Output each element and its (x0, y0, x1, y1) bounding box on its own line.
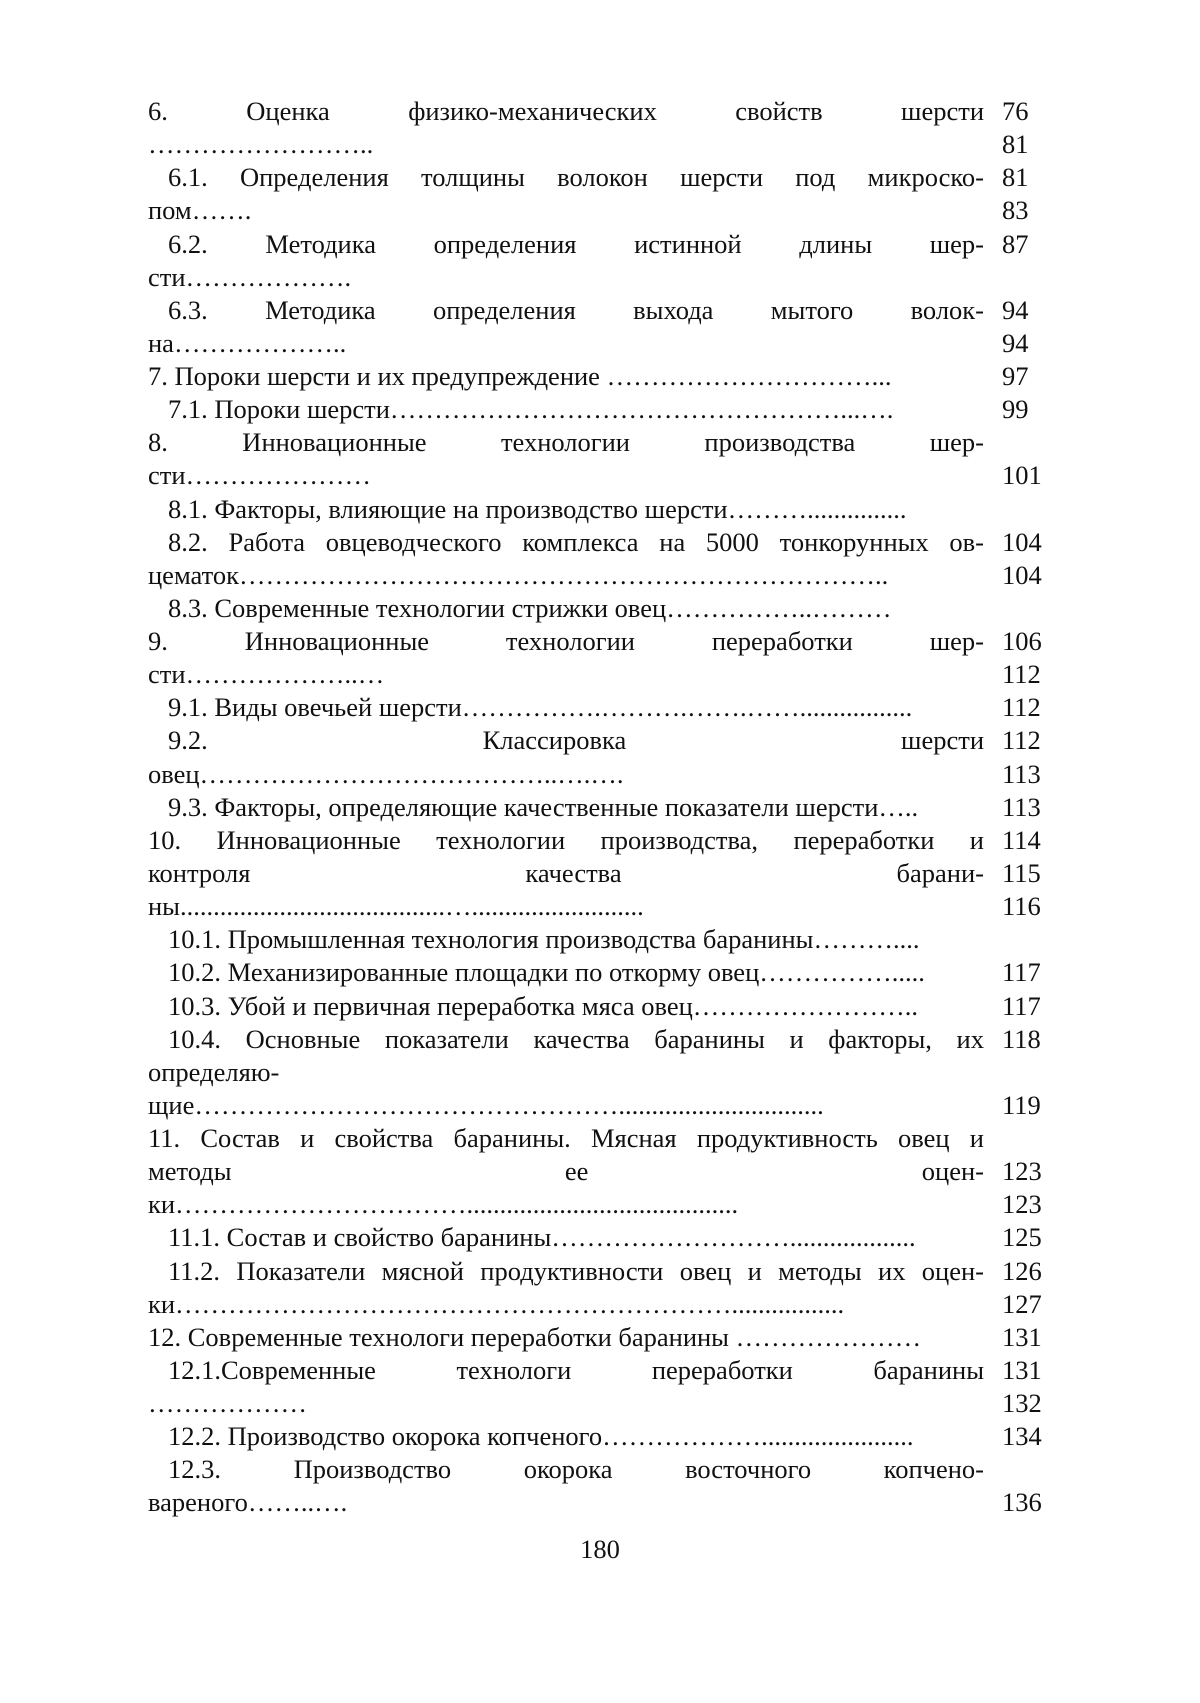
toc-line: сти………………… (148, 460, 372, 491)
toc-page-number: 134 (1002, 1421, 1042, 1452)
toc-page-number: 136 (1002, 1487, 1042, 1518)
toc-line: пом……. (148, 195, 252, 226)
toc-page-number: 116 (1002, 891, 1041, 922)
toc-page-number: 94 (1002, 327, 1029, 358)
toc-page-number: 113 (1002, 791, 1041, 822)
toc-page-number: 117 (1002, 990, 1041, 1021)
toc-page-number: 87 (1002, 228, 1029, 259)
toc-page-number (1002, 493, 1062, 526)
toc-line: щие…………………………………………............................... (148, 1089, 824, 1120)
toc-line: 12.2. Производство окорока копченого………………....................... (168, 1421, 914, 1452)
toc-page-number: 101 (1002, 460, 1042, 491)
toc-page-number: 81 (1002, 162, 1029, 193)
toc-page-number: 125 (1002, 1222, 1042, 1253)
toc-line: 8.1. Факторы, влияющие на производство шерсти………............... (168, 493, 907, 524)
toc-line: цематок……………………………………………………………….. (148, 559, 889, 590)
toc-page-number: 76 (1002, 96, 1029, 126)
toc-page-number: 131 (1002, 1354, 1042, 1385)
toc-line: ки……………………………......................................... (148, 1189, 739, 1220)
toc-line: ны........................................….......................... (148, 891, 644, 922)
toc-line: 7. Пороки шерсти и их предупреждение …………………………... (148, 361, 892, 392)
toc-page-number: 117 (1002, 957, 1041, 988)
toc-page-number: 126 (1002, 1255, 1042, 1286)
toc-page-number: 127 (1002, 1288, 1042, 1319)
toc-line: 9.3. Факторы, определяющие качественные показатели шерсти….. (168, 791, 919, 822)
toc-line: 12. Современные технологи переработки баранины ………………… (148, 1321, 922, 1352)
toc-page-number: 115 (1002, 857, 1041, 888)
toc-line: 11.1. Состав и свойство баранины………………………................... (168, 1222, 916, 1253)
toc-line: 10.4. Основные показатели качества баранины и факторы, их (168, 1023, 984, 1054)
toc-line: 11. Состав и свойства баранины. Мясная продуктивность овец и (148, 1123, 984, 1154)
toc-line: …………………….. (148, 129, 374, 160)
toc-line: 6.2. Методика определения истинной длины шер- (168, 228, 984, 259)
toc-line: 8. Инновационные технологии производства шер- (148, 427, 984, 458)
toc-page-number (1002, 1056, 1062, 1089)
toc-line: сти………………..… (148, 659, 385, 690)
toc-line: 6.1. Определения толщины волокон шерсти под микроско- (168, 162, 984, 193)
toc-line: 9.1. Виды овечьей шерсти…………….……….…….……................. (168, 692, 913, 723)
toc-page-number: 123 (1002, 1189, 1042, 1220)
toc-line: 12.3. Производство окорока восточного копчено- (168, 1454, 984, 1485)
toc-page-number: 131 (1002, 1321, 1042, 1352)
toc-line: ки………………………………………………………................. (148, 1288, 845, 1319)
toc-page-number: 112 (1002, 692, 1041, 723)
toc-line: 10.3. Убой и первичная переработка мяса овец…………………….. (168, 990, 919, 1021)
toc-page-number: 119 (1002, 1089, 1041, 1120)
toc-page-number: 132 (1002, 1388, 1042, 1419)
toc-line: 10. Инновационные технологии производства, переработки и (148, 824, 984, 855)
toc-line: методы ее оцен- (148, 1156, 984, 1187)
toc-page-number: 118 (1002, 1023, 1041, 1054)
toc-line: 9. Инновационные технологии переработки шер- (148, 626, 984, 657)
toc-line: 6.3. Методика определения выхода мытого волок- (168, 294, 984, 325)
toc-page-number: 83 (1002, 195, 1029, 226)
toc-page-number (1002, 261, 1062, 294)
toc-line: 10.2. Механизированные площадки по откорму овец……………..... (168, 957, 925, 988)
toc-line: 11.2. Показатели мясной продуктивности овец и методы их оцен- (168, 1255, 984, 1286)
toc-line: 10.1. Промышленная технология производства баранины……….... (168, 924, 920, 955)
toc-line: определяю- (148, 1056, 280, 1087)
toc-page-number: 94 (1002, 294, 1029, 325)
toc-line: вареного……..…. (148, 1487, 348, 1518)
toc-page-number: 104 (1002, 526, 1042, 557)
toc-line: овец…………………………………..….…. (148, 758, 624, 789)
toc-line: 9.2. Классировка шерсти (168, 725, 984, 756)
toc-page-number (1002, 1122, 1062, 1155)
toc-page-number: 106 (1002, 626, 1042, 657)
toc-page-number: 81 (1002, 129, 1029, 160)
toc-page-number: 123 (1002, 1156, 1042, 1187)
toc-line: 7.1. Пороки шерсти……………………………………………...…. (168, 394, 894, 425)
toc-line: 6. Оценка физико-механических свойств шерсти (148, 96, 984, 126)
toc-page-number (1002, 923, 1062, 956)
toc-page-number: 114 (1002, 824, 1041, 855)
toc-line: ……………… (148, 1388, 307, 1419)
toc-line: 8.2. Работа овцеводческого комплекса на 5000 тонкорунных ов- (168, 526, 984, 557)
toc-page-number: 112 (1002, 659, 1041, 690)
toc-page-number: 97 (1002, 361, 1029, 392)
toc-line: контроля качества барани- (148, 857, 984, 888)
toc-line: сти………………. (148, 261, 352, 292)
toc-line: 8.3. Современные технологии стрижки овец……………..……… (168, 592, 892, 623)
page-number-footer: 180 (580, 1534, 620, 1564)
toc-page-number: 104 (1002, 559, 1042, 590)
toc-line: 12.1.Современные технологи переработки баранины (168, 1354, 984, 1385)
toc-page-number: 99 (1002, 394, 1029, 425)
toc-page-number (1002, 592, 1062, 625)
toc-line: на……………….. (148, 327, 347, 358)
toc-page-number: 113 (1002, 758, 1041, 789)
toc-page-number (1002, 1453, 1062, 1486)
toc-page-number: 112 (1002, 725, 1041, 756)
toc-page-number (1002, 426, 1062, 459)
